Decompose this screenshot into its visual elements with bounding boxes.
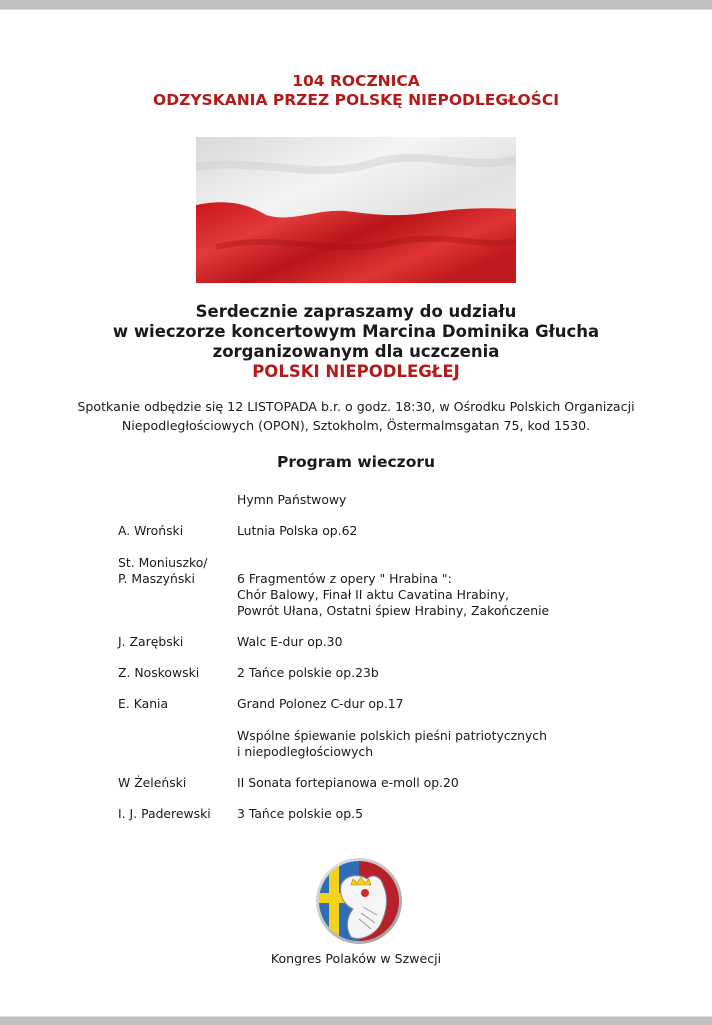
organization-name: Kongres Polaków w Szwecji xyxy=(270,951,442,966)
program-composer: E. Kania xyxy=(118,696,169,711)
invitation-line1: Serdecznie zapraszamy do udziału xyxy=(195,302,517,321)
top-page-border xyxy=(0,0,712,10)
polish-flag-image xyxy=(196,137,516,283)
invitation-highlight: POLSKI NIEPODLEGŁEJ xyxy=(252,362,460,381)
program-work: 6 Fragmentów z opery " Hrabina ": xyxy=(237,571,452,586)
program-work: Wspólne śpiewanie polskich pieśni patriotycznych xyxy=(237,728,547,743)
kongres-logo-icon xyxy=(315,857,403,945)
anniversary-title-line2: ODZYSKANIA PRZEZ POLSKĘ NIEPODLEGŁOŚCI xyxy=(153,91,559,109)
program-work: Hymn Państwowy xyxy=(237,492,347,507)
program-work: Lutnia Polska op.62 xyxy=(237,523,358,538)
event-info-line1: Spotkanie odbędzie się 12 LISTOPADA b.r. o godz. 18:30, w Ośrodku Polskich Organizacji xyxy=(77,399,635,414)
program-composer-secondary: P. Maszyński xyxy=(118,571,195,586)
program-work: Chór Balowy, Finał II aktu Cavatina Hrabiny, xyxy=(237,587,510,602)
program-composer: A. Wroński xyxy=(118,523,184,538)
program-work: Powrót Ułana, Ostatni śpiew Hrabiny, Zakończenie xyxy=(237,603,550,618)
program-composer: W Żeleński xyxy=(118,775,187,790)
invitation-line4 xyxy=(0,362,712,382)
event-info-line2: Niepodległościowych (OPON), Sztokholm, Östermalmsgatan 75, kod 1530. xyxy=(121,418,591,433)
program-work: II Sonata fortepianowa e-moll op.20 xyxy=(237,775,459,790)
program-work: i niepodległościowych xyxy=(237,744,374,759)
program-work: 3 Tańce polskie op.5 xyxy=(237,806,363,821)
program-title: Program wieczoru xyxy=(276,453,436,471)
program-composer: J. Zarębski xyxy=(118,634,184,649)
program-work: Walc E-dur op.30 xyxy=(237,634,343,649)
invitation-line3: zorganizowanym dla uczczenia xyxy=(212,342,500,361)
program-composer: Z. Noskowski xyxy=(118,665,200,680)
invitation-line2: w wieczorze koncertowym Marcina Dominika Głucha xyxy=(112,322,600,341)
program-work: Grand Polonez C-dur op.17 xyxy=(237,696,404,711)
program-composer: St. Moniuszko/ xyxy=(118,555,208,570)
program-composer: I. J. Paderewski xyxy=(118,806,211,821)
program-work: 2 Tańce polskie op.23b xyxy=(237,665,379,680)
anniversary-title-line1: 104 ROCZNICA xyxy=(292,72,420,90)
